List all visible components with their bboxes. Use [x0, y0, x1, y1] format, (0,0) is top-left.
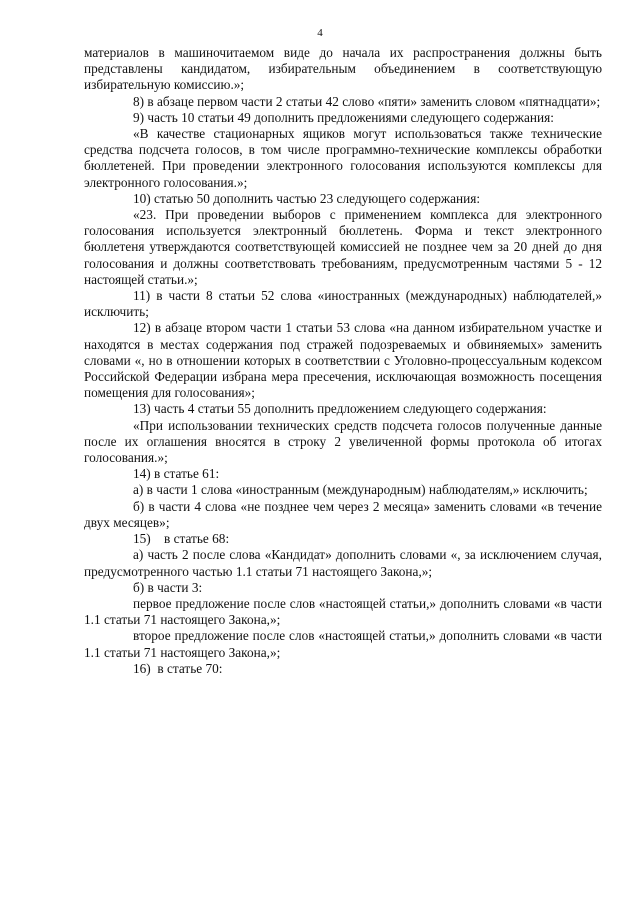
paragraph: «При использовании технических средств подсчета голосов полученные данные после их оглашения вносятся в строку 2 увеличенной формы протокола об итогах голосования.»;	[84, 417, 602, 466]
paragraph: 14) в статье 61:	[133, 466, 220, 482]
document-body	[84, 45, 602, 677]
paragraph: 10) статью 50 дополнить частью 23 следующего содержания:	[133, 190, 481, 206]
paragraph: а) в части 1 слова «иностранным (международным) наблюдателям,» исключить;	[133, 482, 588, 498]
page-number: 4	[317, 27, 323, 39]
paragraph: материалов в машиночитаемом виде до начала их распространения должны быть представлены кандидатом, избирательным объединением в соответствующую избирательную комиссию.»;	[84, 45, 602, 93]
paragraph: 15) в статье 68:	[133, 531, 230, 547]
paragraph: а) часть 2 после слова «Кандидат» дополнить словами «, за исключением случая, предусмотренного частью 1.1 статьи 71 настоящего Закона,»;	[84, 547, 602, 579]
paragraph: 11) в части 8 статьи 52 слова «иностранных (международных) наблюдателей,» исключить;	[84, 288, 602, 320]
paragraph: б) в части 3:	[133, 579, 203, 595]
paragraph: 13) часть 4 статьи 55 дополнить предложением следующего содержания:	[133, 401, 547, 417]
paragraph: 8) в абзаце первом части 2 статьи 42 слово «пяти» заменить словом «пятнадцати»;	[133, 93, 601, 109]
paragraph: б) в части 4 слова «не позднее чем через 2 месяца» заменить словами «в течение двух месяцев»;	[84, 498, 602, 530]
paragraph: первое предложение после слов «настоящей статьи,» дополнить словами «в части 1.1 статьи 71 настоящего Закона,»;	[84, 595, 602, 628]
paragraph: 16) в статье 70:	[133, 660, 223, 676]
paragraph: 9) часть 10 статьи 49 дополнить предложениями следующего содержания:	[133, 109, 554, 125]
paragraph: 12) в абзаце втором части 1 статьи 53 слова «на данном избирательном участке и находятся в местах содержания под стражей подозреваемых и обвиняемых» заменить словами «, но в отношении которых в соответствии с Уголовно-процессуальным кодексом Российской Федерации избрана мера пресечения, исключающая возможность посещения помещения для голосования»;	[84, 320, 602, 401]
paragraph: «В качестве стационарных ящиков могут использоваться также технические средства подсчета голосов, в том числе программно-технические комплексы обработки бюллетеней. При проведении электронного голосования используются комплексы для электронного голосования.»;	[84, 126, 602, 190]
paragraph: второе предложение после слов «настоящей статьи,» дополнить словами «в части 1.1 статьи 71 настоящего Закона,»;	[84, 628, 602, 660]
paragraph: «23. При проведении выборов с применением комплекса для электронного голосования используется электронный бюллетень. Форма и текст электронного бюллетеня утверждаются соответствующей комиссией не позднее чем за 20 дней до дня голосования и должны соответствовать требованиям, предусмотренным частями 5 - 12 настоящей статьи.»;	[84, 207, 602, 287]
